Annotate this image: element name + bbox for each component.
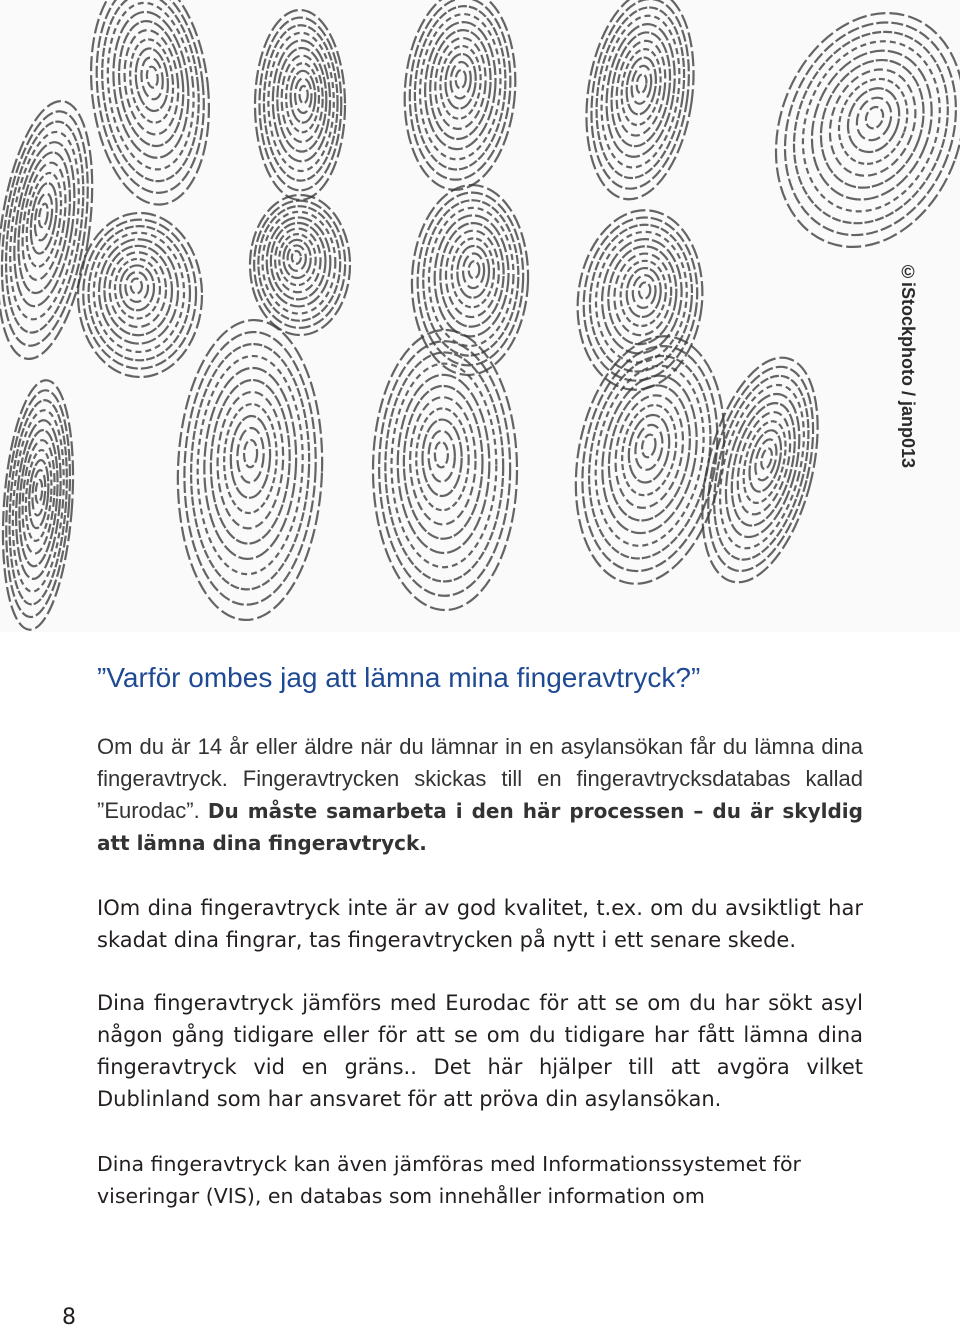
fingerprint-mark [373,330,517,610]
fingerprint-mark [682,346,839,594]
fingerprint-mark [78,213,202,377]
fingerprint-mark [574,0,706,206]
fingerprint-mark [0,378,81,632]
paragraph-comparison: Dina fingeravtryck jämförs med Eurodac för att se om du har sökt asyl någon gång tidigare eller för att se om du tidigare har fått lämna dina fingeravtryck vid en gräns.. Det här hjälper till att avgöra vilket Dublinland som har ansvaret för att pröva din asylansökan. [97,991,863,1111]
paragraph-eurodac-intro [97,731,863,859]
fingerprints-photo [0,0,960,632]
fingerprint-mark [398,0,522,194]
photo-credit: ©iStockphoto / janp013 [898,262,918,469]
fingerprint-mark [569,204,711,396]
paragraph-eurodac-obligation: Du måste samarbeta i den här processen – du är skyldig att lämna dina fingeravtryck. [97,799,863,855]
paragraph-quality: IOm dina fingeravtryck inte är av god kvalitet, t.ex. om du avsiktligt har skadat dina fingrar, tas fingeravtrycken på nytt i ett senare skede. [97,896,863,952]
section-heading: ”Varför ombes jag att lämna mina fingeravtryck?” [97,662,701,693]
page-number: 8 [62,1305,76,1330]
paragraph-vis: Dina fingeravtryck kan även jämföras med Informationssystemet för viseringar (VIS), en databas som innehåller information om [97,1152,801,1208]
fingerprint-mark [173,318,327,623]
fingerprints-illustration [0,0,960,632]
fingerprint-mark [250,195,350,335]
fingerprint-mark [255,10,345,200]
fingerprint-mark [80,0,219,210]
fingerprint-mark [0,95,107,365]
fingerprint-mark [409,183,532,377]
paragraph-eurodac-intro-text: Om du är 14 år eller äldre när du lämnar in en asylansökan får du lämna dina fingeravtryck. Fingeravtrycken skickas till en fingeravtrycksdatabas kallad ”Eurodac”. [97,734,863,823]
fingerprint-mark [744,0,960,274]
